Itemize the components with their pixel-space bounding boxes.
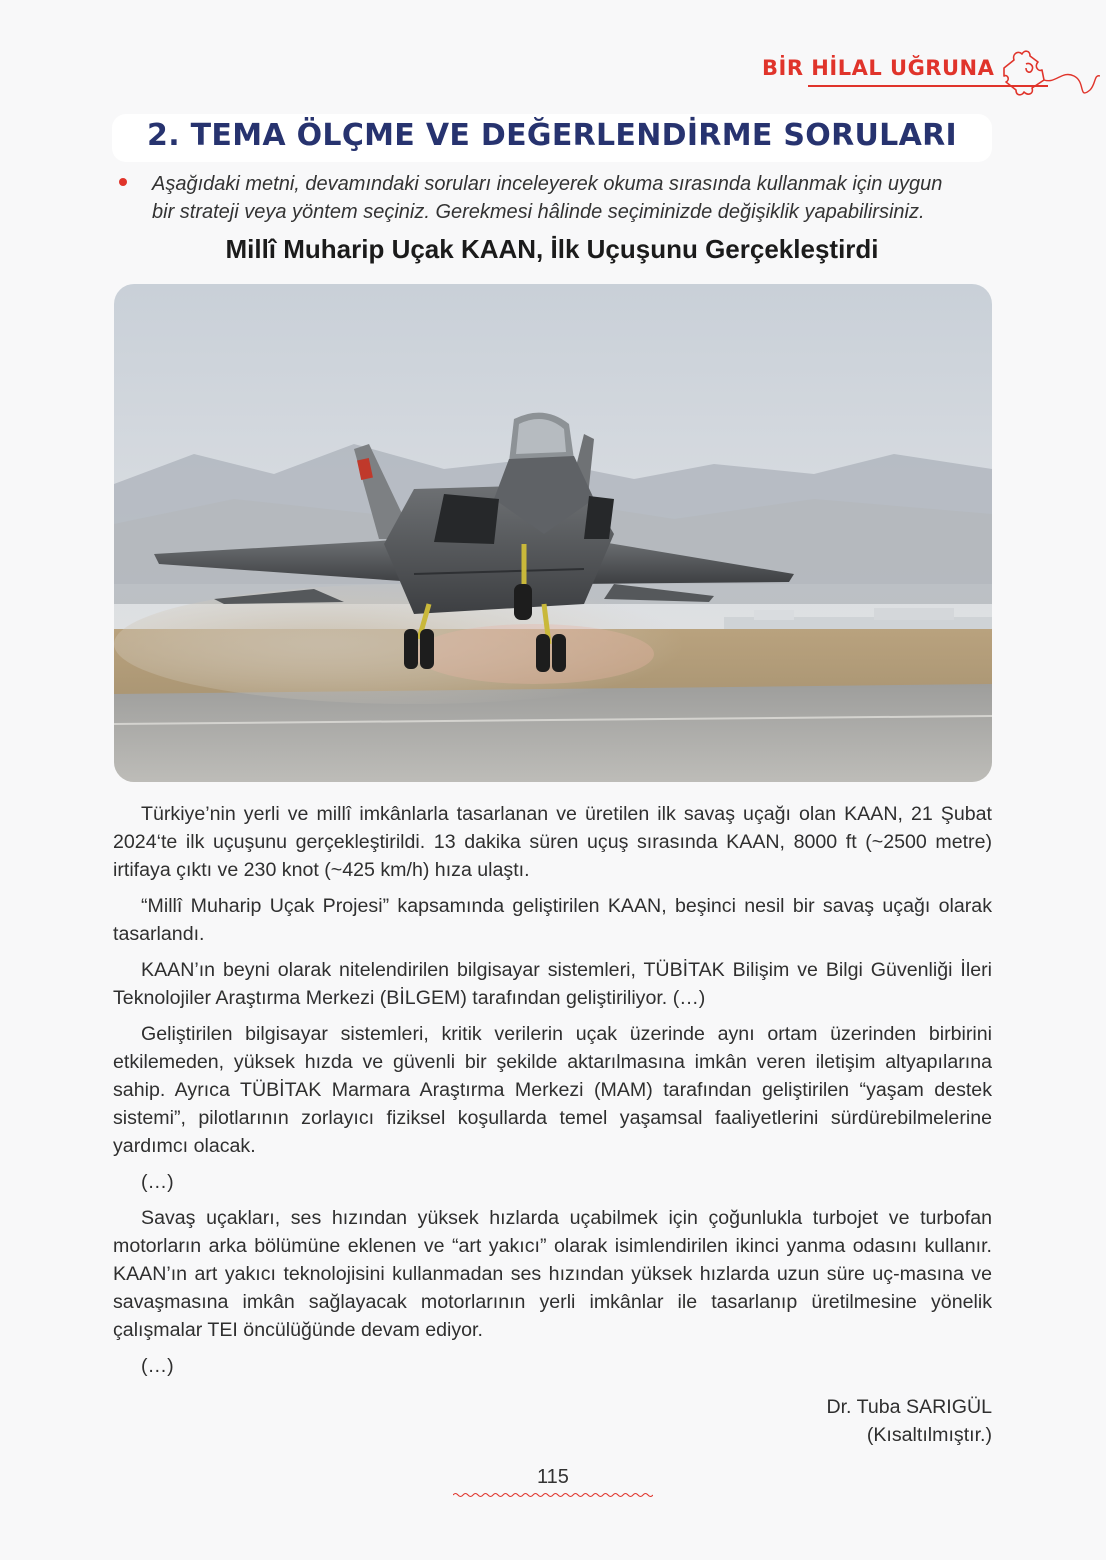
article-title: Millî Muharip Uçak KAAN, İlk Uçuşunu Gerçekleştirdi bbox=[225, 234, 879, 264]
header-title: BİR HİLAL UĞRUNA bbox=[762, 56, 995, 80]
page-number: 115 bbox=[537, 1466, 569, 1488]
article-paragraph-4: Geliştirilen bilgisayar sistemleri, kritik verilerin uçak üzerinde aynı ortam üzerinden birbirini etkilemeden, yüksek hızda ve güvenli bir şekilde aktarılmasına imkân veren iletişim altyapılarına sahip. Ayrıca TÜBİTAK Marmara Araştırma Merkezi (MAM) tarafından geliştirilen “yaşam destek sistemi”, pilotlarının zorlayıcı fiziksel koşullarda temel yaşamsal faaliyetlerini sürdürebilmelerine yardımcı olacak. bbox=[113, 1023, 992, 1157]
article-body bbox=[113, 800, 992, 1388]
article-paragraph-1: Türkiye’nin yerli ve millî imkânlarla tasarlanan ve üretilen ilk savaş uçağı olan KAAN, 21 Şubat 2024‘te ilk uçuşunu gerçekleştirildi. 13 dakika süren uçuş sırasında KAAN, 8000 ft (~2500 metre) irtifaya çıktı ve 230 knot (~425 km/h) hıza ulaştı. bbox=[113, 803, 992, 881]
article-paragraph-5: Savaş uçakları, ses hızından yüksek hızlarda uçabilmek için çoğunlukla turbojet ve turbofan motorların arka bölümüne eklenen ve “art yakıcı” olarak isimlendirilen ikinci yanma odasını kullanır. KAAN’ın art yakıcı teknolojisini kullanmadan ses hızından yüksek hızlarda uzun süre uç-masına ve savaşmasına imkân sağlayacak motorlarının yerli imkânlar ile tasarlanıp üretilmesine yönelik çalışmalar TEI öncülüğünde devam ediyor. bbox=[113, 1207, 992, 1341]
article-ellipsis-1: (…) bbox=[141, 1171, 174, 1193]
abridged-note: (Kısaltılmıştır.) bbox=[866, 1424, 992, 1446]
article-attribution bbox=[700, 1393, 992, 1449]
instruction-text bbox=[152, 170, 992, 226]
article-paragraph-3: KAAN’ın beyni olarak nitelendirilen bilgisayar sistemleri, TÜBİTAK Bilişim ve Bilgi Güvenliği İleri Teknolojiler Araştırma Merkezi (BİLGEM) tarafından geliştiriliyor. (…) bbox=[113, 959, 992, 1009]
page-number-decoration bbox=[453, 1492, 653, 1498]
puzzle-piece-icon bbox=[996, 40, 1100, 102]
author-name: Dr. Tuba SARIGÜL bbox=[826, 1396, 992, 1418]
instruction-line-1: Aşağıdaki metni, devamındaki soruları inceleyerek okuma sırasında kullanmak için uygun bbox=[152, 173, 943, 195]
banner-title: 2. TEMA ÖLÇME VE DEĞERLENDİRME SORULARI bbox=[147, 118, 957, 153]
instruction-line-2: bir strateji veya yöntem seçiniz. Gerekmesi hâlinde seçiminizde değişiklik yapabilirsiniz. bbox=[152, 201, 925, 223]
article-paragraph-2: “Millî Muharip Uçak Projesi” kapsamında geliştirilen KAAN, beşinci nesil bir savaş uçağı olarak tasarlandı. bbox=[113, 895, 992, 945]
article-ellipsis-2: (…) bbox=[141, 1355, 174, 1377]
red-dot-bullet-icon bbox=[119, 178, 127, 186]
kaan-fighter-jet-photo bbox=[114, 284, 992, 782]
